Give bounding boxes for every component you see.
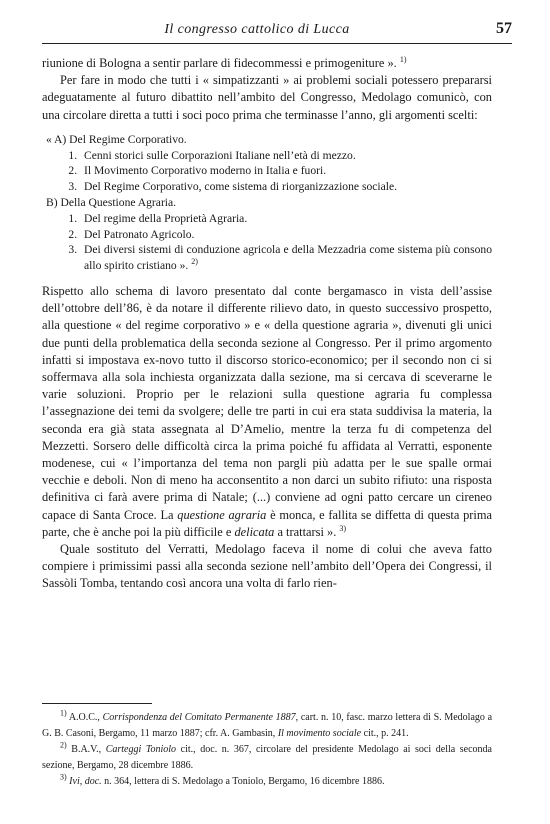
paragraph-text: a trattarsi ». bbox=[274, 524, 337, 539]
footnote-title: Carteggi Toniolo bbox=[105, 744, 177, 755]
outline-item: 1. Cenni storici sulle Corporazioni Italiane nell’età di mezzo. bbox=[80, 148, 492, 164]
footnote-rule bbox=[42, 703, 152, 704]
footnote bbox=[42, 710, 492, 742]
outline-item: 3. Del Regime Corporativo, come sistema di riorganizzazione sociale. bbox=[80, 179, 492, 195]
outline-item: 2. Il Movimento Corporativo moderno in Italia e fuori. bbox=[80, 163, 492, 179]
footnote-title: Ivi, doc. bbox=[69, 776, 102, 787]
main-text bbox=[42, 55, 492, 593]
paragraph-text: riunione di Bologna a sentir parlare di fidecommessi e primogeniture ». bbox=[42, 56, 397, 70]
footnote-mark: 1) bbox=[60, 708, 67, 718]
footnote-text: n. 364, lettera di S. Medolago a Toniolo, Bergamo, 16 dicembre 1886. bbox=[101, 776, 385, 787]
paragraph: Quale sostituto del Verratti, Medolago faceva il nome di colui che aveva fatto compiere i primissimi passi alla seconda sezione nell’ambito dell’Opera dei Congressi, il Sassòli Tomba, tentando così ancora una volta di farlo rien- bbox=[42, 542, 492, 591]
footnote-ref: 2) bbox=[191, 257, 198, 267]
footnote bbox=[42, 774, 492, 790]
footnote-ref: 3) bbox=[339, 523, 347, 533]
italic-term: questione agraria bbox=[177, 507, 267, 522]
footnote-ref: 1) bbox=[399, 54, 407, 64]
outline-list-b bbox=[42, 211, 492, 274]
footnote-text: cit., doc. n. 367, circolare del presidente Medolago ai soci della seconda sezione, Bergamo, 28 dicembre 1886. bbox=[42, 744, 492, 771]
paragraph-continuation bbox=[42, 55, 492, 72]
italic-term: delicata bbox=[234, 524, 275, 539]
header-rule bbox=[42, 43, 512, 44]
footnote-text: cit., p. 241. bbox=[361, 728, 409, 739]
outline-item bbox=[80, 242, 492, 274]
paragraph: Per fare in modo che tutti i « simpatizzanti » ai problemi sociali potessero prepararsi adeguatamente al futuro dibattito nell’ambito del Congresso, Medolago comunicò, con una circolare diretta a tutti i soci poco prima che terminasse l’anno, gli argomenti scelti: bbox=[42, 73, 492, 122]
footnote-title: Il movimento sociale bbox=[277, 728, 362, 739]
footnote-title: Corrispondenza del Comitato Permanente 1887 bbox=[102, 712, 296, 723]
footnote bbox=[42, 742, 492, 774]
footnote-text: B.A.V., bbox=[66, 744, 106, 755]
outline-item: 2. Del Patronato Agricolo. bbox=[80, 227, 492, 243]
footnotes bbox=[42, 703, 492, 790]
paragraph-text: Rispetto allo schema di lavoro presentato dal conte bergamasco in vista dell’assise dell’ottobre dell’86, è da notare il differente rilievo dato, in questo successivo prospetto, alla questione « del regime corporativo » e « della questione agraria », divenuti gli unici due punti della problematica della seconda sezione al Congresso. Per il primo argomento infatti si impostava ex-novo tutto il discorso storico-economico; per il secondo non ci si soffermava alla sola inchiesta organizzata dalla sezione, ma si cercava di sceverarne le varie soluzioni. Proprio per le relazioni sulla questione agraria fu complessa l’assegnazione dei temi da svolgere; delle tre parti in cui era stata suddivisa la materia, la seconda era già stata assegnata al D’Amelio, mentre la terza fu di competenza del Mezzetti. Sorsero delle difficoltà circa la prima poiché fu affidata al Verratti, esponente modenese, cui « l’importanza del tema non pargli più adatta per le sue spalle ormai vecchie e deboli. Non di meno ha acconsentito a non darci un subito rifiuto: una risposta definitiva ci farà avere prima di Natale; (...) conviene ad ogni patto cercare un cireneo capace di Santa Croce. La bbox=[42, 283, 492, 522]
footnote-text: , cart. n. 10, fasc. marzo lettera di S. Medolago a G. B. Casoni, Bergamo, 11 marzo 1887; cfr. A. Gambasin, bbox=[42, 712, 493, 739]
outline-item: 1. Del regime della Proprietà Agraria. bbox=[80, 211, 492, 227]
outline-section-b: B) Della Questione Agraria. bbox=[46, 196, 177, 209]
outline-section-a: « A) Del Regime Corporativo. bbox=[46, 132, 187, 146]
paragraph-text: è monca, e fallita se diffetta di questa prima parte, che è anche poi la più difficile e bbox=[42, 507, 493, 539]
page-number: 57 bbox=[496, 20, 512, 37]
footnote-text: A.O.C., bbox=[66, 712, 103, 723]
paragraph bbox=[42, 283, 492, 541]
outline-item-text: Dei diversi sistemi di conduzione agricola e della Mezzadria come sistema più consono allo spirito cristiano ». bbox=[84, 243, 492, 273]
page-header bbox=[42, 20, 512, 44]
outline-list-a bbox=[42, 148, 492, 195]
running-title: Il congresso cattolico di Lucca bbox=[164, 22, 350, 37]
footnote-mark: 2) bbox=[60, 740, 67, 750]
circular-outline bbox=[42, 132, 492, 274]
footnote-mark: 3) bbox=[60, 772, 67, 782]
